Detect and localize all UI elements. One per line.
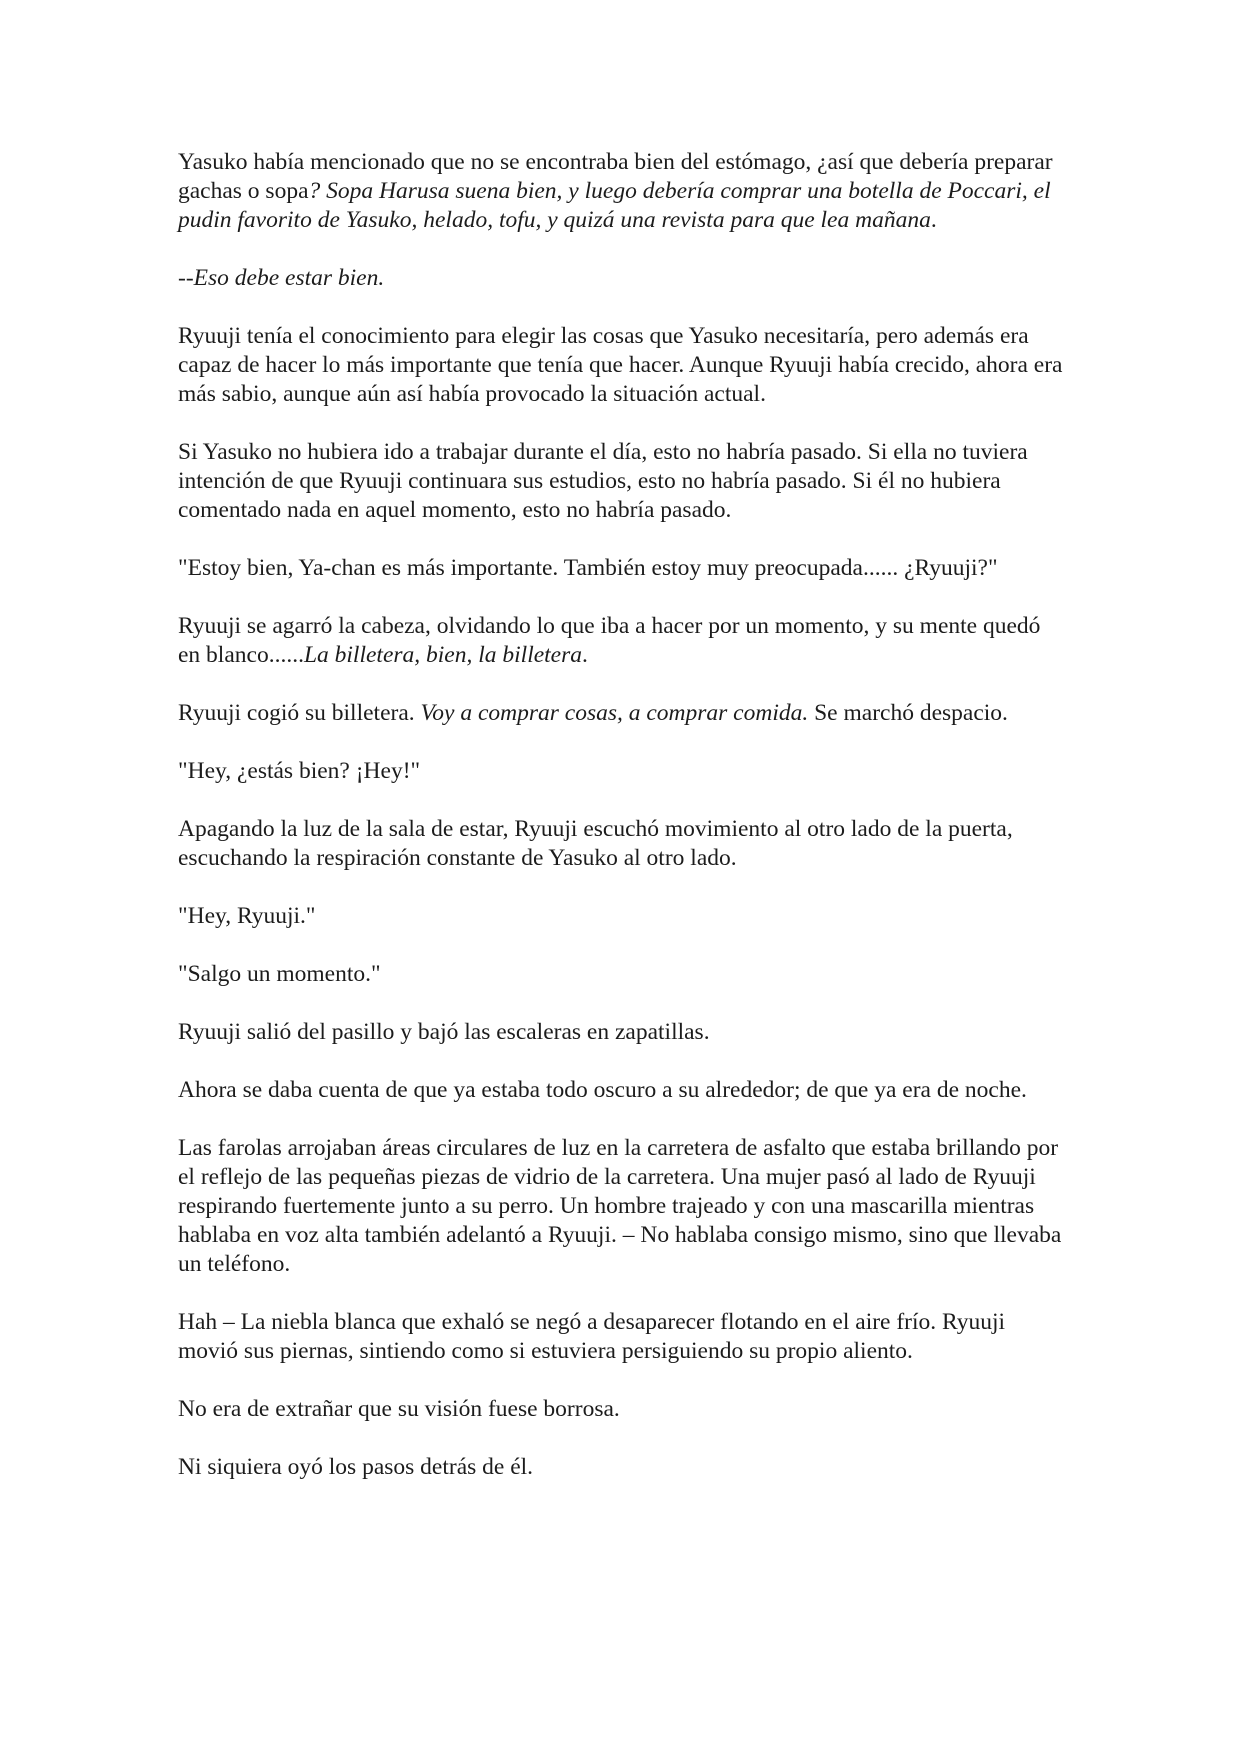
text-run: Las farolas arrojaban áreas circulares de luz en la carretera de asfalto que estaba brillando por el reflejo de las pequeñas piezas de vidrio de la carretera. Una mujer pasó al lado de Ryuuji respirando fuertemente junto a su perro. Un hombre trajeado y con una mascarilla mientras hablaba en voz alta también adelantó a Ryuuji. – No hablaba consigo mismo, sino que llevaba un teléfono. <box>178 1135 1062 1277</box>
italic-text-run: Eso debe estar bien. <box>193 265 385 291</box>
paragraph <box>178 554 1068 583</box>
paragraph <box>178 902 1068 931</box>
text-run: Si Yasuko no hubiera ido a trabajar durante el día, esto no habría pasado. Si ella no tuviera intención de que Ryuuji continuara sus estudios, esto no habría pasado. Si él no hubiera comentado nada en aquel momento, esto no habría pasado. <box>178 439 1028 523</box>
paragraph <box>178 1134 1068 1279</box>
paragraph <box>178 1018 1068 1047</box>
text-run: "Estoy bien, Ya-chan es más importante. También estoy muy preocupada...... ¿Ryuuji?" <box>178 555 998 581</box>
text-run: "Hey, Ryuuji." <box>178 903 316 929</box>
text-run: "Hey, ¿estás bien? ¡Hey!" <box>178 758 421 784</box>
italic-text-run: La billetera, bien, la billetera <box>303 642 583 668</box>
paragraph <box>178 960 1068 989</box>
document-body <box>178 148 1068 1511</box>
text-run: Ryuuji cogió su billetera. <box>178 700 421 726</box>
paragraph <box>178 757 1068 786</box>
italic-text-run: Voy a comprar cosas, a comprar comida. <box>420 700 809 726</box>
text-run: Ahora se daba cuenta de que ya estaba todo oscuro a su alrededor; de que ya era de noche. <box>178 1077 1027 1103</box>
paragraph <box>178 815 1068 873</box>
paragraph <box>178 322 1068 409</box>
paragraph <box>178 699 1068 728</box>
text-run: Ni siquiera oyó los pasos detrás de él. <box>178 1454 534 1480</box>
paragraph <box>178 148 1068 235</box>
text-run: -- <box>178 265 194 291</box>
text-run: Ryuuji se agarró la cabeza, olvidando lo que iba a hacer por un momento, y su mente quedó en blanco...... <box>178 613 1041 668</box>
paragraph <box>178 438 1068 525</box>
text-run: . <box>582 642 588 668</box>
text-run: Hah – La niebla blanca que exhaló se negó a desaparecer flotando en el aire frío. Ryuuji movió sus piernas, sintiendo como si estuviera persiguiendo su propio aliento. <box>178 1309 1006 1364</box>
text-run: Ryuuji salió del pasillo y bajó las escaleras en zapatillas. <box>178 1019 710 1045</box>
paragraph <box>178 612 1068 670</box>
italic-text-run: ? Sopa Harusa suena bien, y luego debería comprar una botella de Poccari, el pudin favorito de Yasuko, helado, tofu, y quizá una revista para que lea mañana <box>178 178 1051 233</box>
text-run: "Salgo un momento." <box>178 961 381 987</box>
paragraph <box>178 1076 1068 1105</box>
paragraph <box>178 1453 1068 1482</box>
text-run: No era de extrañar que su visión fuese borrosa. <box>178 1396 620 1422</box>
text-run: Yasuko había mencionado que no se encontraba bien del estómago, ¿así que debería preparar gachas o sopa <box>178 149 1053 204</box>
paragraph <box>178 1308 1068 1366</box>
text-run: . <box>930 207 937 233</box>
text-run: Ryuuji tenía el conocimiento para elegir las cosas que Yasuko necesitaría, pero además era capaz de hacer lo más importante que tenía que hacer. Aunque Ryuuji había crecido, ahora era más sabio, aunque aún así había provocado la situación actual. <box>178 323 1063 407</box>
text-run: Se marchó despacio. <box>808 700 1008 726</box>
paragraph <box>178 264 1068 293</box>
text-run: Apagando la luz de la sala de estar, Ryuuji escuchó movimiento al otro lado de la puerta, escuchando la respiración constante de Yasuko al otro lado. <box>178 816 1013 871</box>
paragraph <box>178 1395 1068 1424</box>
